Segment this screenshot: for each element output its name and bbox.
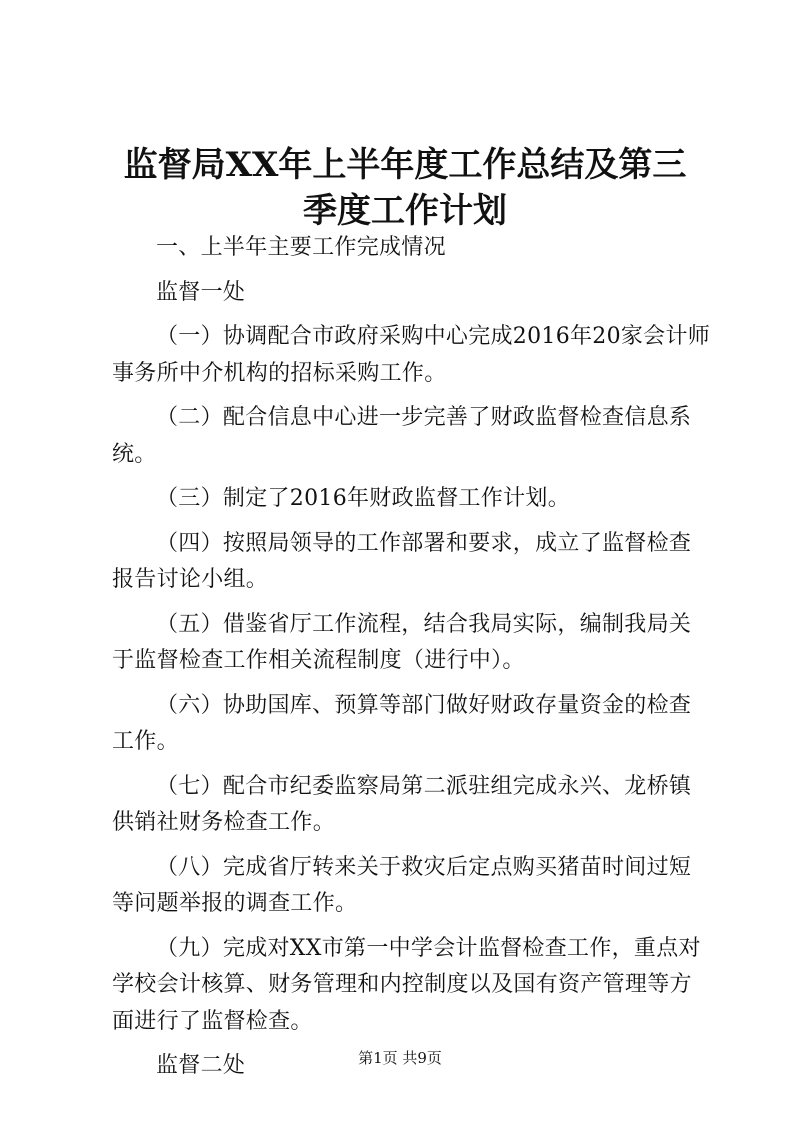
paragraph: （二）配合信息中心进一步完善了财政监督检查信息系统。 <box>112 405 692 467</box>
paragraph: （七）配合市纪委监察局第二派驻组完成永兴、龙桥镇供销社财务检查工作。 <box>112 773 692 835</box>
document-body <box>112 230 712 1093</box>
paragraph: （九）完成对XX市第一中学会计监督检查工作，重点对学校会计核算、财务管理和内控制度以及国有资产管理等方面进行了监督检查。 <box>112 935 701 1034</box>
section-heading: 一、上半年主要工作完成情况 <box>156 235 446 260</box>
subsection-heading: 监督二处 <box>156 1053 246 1078</box>
document-title: 监督局XX年上半年度工作总结及第三季度工作计划 <box>123 145 687 231</box>
paragraph: （六）协助国库、预算等部门做好财政存量资金的检查工作。 <box>112 692 692 754</box>
paragraph: （八）完成省厅转来关于救灾后定点购买猪苗时间过短等问题举报的调查工作。 <box>112 854 692 916</box>
paragraph: （四）按照局领导的工作部署和要求，成立了监督检查报告讨论小组。 <box>112 530 692 592</box>
paragraph: （五）借鉴省厅工作流程，结合我局实际，编制我局关于监督检查工作相关流程制度（进行中）。 <box>112 611 692 673</box>
page-footer: 第1页 共9页 <box>358 1049 442 1067</box>
subsection-heading: 监督一处 <box>156 279 246 305</box>
paragraph: （三）制定了2016年财政监督工作计划。 <box>156 486 570 511</box>
paragraph: （一）协调配合市政府采购中心完成2016年20家会计师事务所中介机构的招标采购工作。 <box>112 324 711 386</box>
